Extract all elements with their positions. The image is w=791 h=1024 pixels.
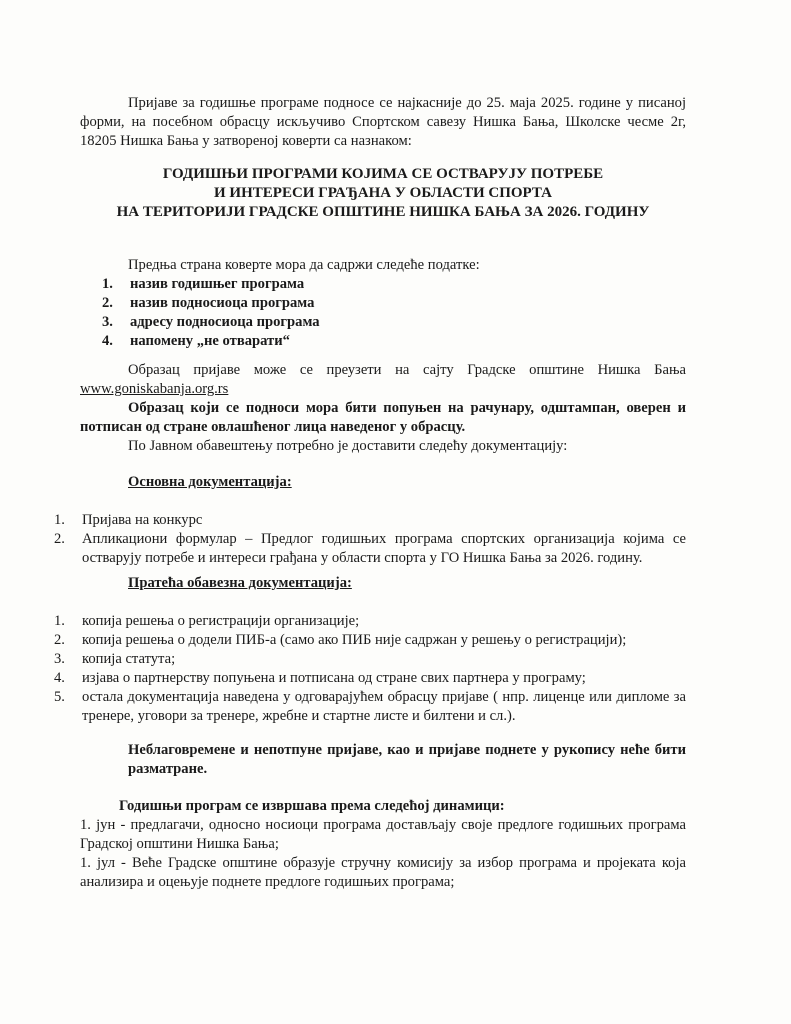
form-text: Образац пријаве може се преузети на сајту Градске општине Нишка Бања (128, 362, 686, 378)
warning-paragraph: Неблаговремене и непотпуне пријаве, као и пријаве поднете у рукопису неће бити разматране. (128, 742, 686, 777)
schedule-title: Годишњи програм се извршава према следећој динамици: (119, 798, 505, 814)
intro-paragraph: Пријаве за годишње програме подносе се најкасније до 25. маја 2025. године у писаној форми, на посебном обрасцу искључиво Спортском савезу Нишка Бања, Школске чесме 2г, 18205 Нишка Бања у затвореној коверти са назнаком: (80, 95, 686, 149)
list-item: 4. изјава о партнерству попуњена и потписана од стране свих партнера у програму; (54, 670, 586, 686)
form-paragraph (80, 361, 686, 399)
list-item: 3. адресу подносиоца програма (102, 314, 320, 330)
list-item: 1. копија решења о регистрацији организације; (54, 613, 360, 629)
heading-line-2: И ИНТЕРЕСИ ГРАЂАНА У ОБЛАСТИ СПОРТА (214, 185, 552, 201)
form-requirement: Образац који се подноси мора бити попуњен на рачунару, одштампан, оверен и потписан од стране овлашћеног лица наведеног у обрасцу. (80, 400, 686, 435)
public-notice: По Јавном обавештењу потребно је доставити следећу документацију: (128, 438, 568, 454)
basic-docs-list (54, 511, 686, 568)
envelope-list (102, 275, 662, 351)
heading-line-1: ГОДИШЊИ ПРОГРАМИ КОЈИМА СЕ ОСТВАРУЈУ ПОТРЕБЕ (162, 166, 604, 182)
accompanying-docs-list (54, 612, 686, 726)
website-link[interactable]: www.goniskabanja.org.rs (80, 381, 229, 397)
heading-line-3: НА ТЕРИТОРИЈИ ГРАДСКЕ ОПШТИНЕ НИШКА БАЊА ЗА 2026. ГОДИНУ (116, 204, 650, 220)
list-item: 1. назив годишњег програма (102, 276, 305, 292)
list-item: 2. Апликациони формулар – Предлог годишњих програма спортских организација којима се остварују потребе и интереси грађана у области спорта у ГО Нишка Бања за 2026. годину. (54, 531, 686, 566)
envelope-intro: Предња страна коверте мора да садржи следеће податке: (128, 257, 480, 273)
list-item: 3. копија статута; (54, 651, 176, 667)
schedule-item: 1. јун - предлагачи, односно носиоци програма достављају своје предлоге годишњих програма Градској општини Нишка Бања; (80, 817, 686, 852)
list-item: 2. копија решења о додели ПИБ-а (само ако ПИБ није садржан у решењу о регистрацији); (54, 632, 627, 648)
document-heading (80, 165, 686, 222)
basic-docs-title: Основна документација: (128, 474, 292, 490)
list-item: 2. назив подносиоца програма (102, 295, 315, 311)
list-item: 4. напомену „не отварати“ (102, 333, 290, 349)
accompanying-docs-title: Пратећа обавезна документација: (128, 575, 352, 591)
list-item: 5. остала документација наведена у одговарајућем обрасцу пријаве ( нпр. лиценце или дипломе за тренере, уговори за тренере, жребне и стартне листе и билтени и сл.). (54, 689, 686, 724)
schedule-item: 1. јул - Веће Градске општине образује стручну комисију за избор програма и пројеката која анализира и оцењује поднете предлоге годишњих програма; (80, 855, 686, 890)
list-item: 1. Пријава на конкурс (54, 512, 203, 528)
